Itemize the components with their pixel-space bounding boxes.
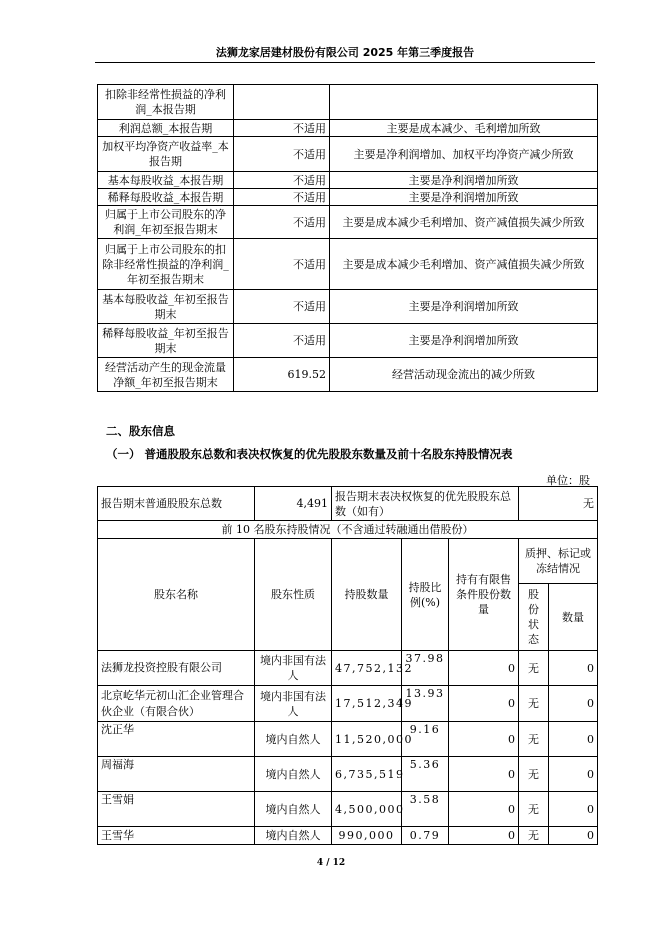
pledge-status: 无 bbox=[519, 722, 549, 757]
table-row bbox=[98, 189, 598, 206]
value-cell: 不适用 bbox=[234, 206, 330, 239]
reason-cell: 主要是净利润增加所致 bbox=[330, 189, 598, 206]
table-row bbox=[98, 120, 598, 137]
item-cell: 稀释每股收益_本报告期 bbox=[98, 189, 234, 206]
shareholder-name: 周福海 bbox=[98, 757, 255, 792]
pledge-status: 无 bbox=[519, 651, 549, 686]
shareholder-name: 王雪华 bbox=[98, 827, 255, 845]
value-cell: 619.52 bbox=[234, 358, 330, 392]
shareholder-nature: 境内自然人 bbox=[255, 792, 332, 827]
pledge-status: 无 bbox=[519, 792, 549, 827]
table-row bbox=[98, 686, 598, 722]
shareholder-shares: 990,000 bbox=[332, 827, 402, 845]
page-number: 4 / 12 bbox=[316, 858, 346, 868]
pledge-qty: 0 bbox=[549, 792, 598, 827]
shareholder-shares: 6,735,519 bbox=[332, 757, 402, 792]
top10-title-row bbox=[98, 521, 598, 539]
shareholder-ratio: 13.93 bbox=[402, 686, 449, 722]
value-cell bbox=[234, 85, 330, 120]
col-header-restricted: 持有有限售条件股份数量 bbox=[449, 539, 519, 651]
shareholder-nature: 境内自然人 bbox=[255, 757, 332, 792]
item-cell: 加权平均净资产收益率_本报告期 bbox=[98, 137, 234, 172]
total-holders-label: 报告期末普通股股东总数 bbox=[98, 487, 255, 521]
shareholder-name: 沈正华 bbox=[98, 722, 255, 757]
table-row bbox=[98, 172, 598, 189]
pref-holders-label: 报告期末表决权恢复的优先股股东总数（如有） bbox=[332, 487, 519, 521]
item-cell: 基本每股收益_本报告期 bbox=[98, 172, 234, 189]
shareholder-shares: 11,520,000 bbox=[332, 722, 402, 757]
unit-label: 单位：股 bbox=[546, 474, 590, 487]
shareholder-name: 北京屹华元初山汇企业管理合伙企业（有限合伙） bbox=[98, 686, 255, 722]
item-cell: 经营活动产生的现金流量净额_年初至报告期末 bbox=[98, 358, 234, 392]
table-row bbox=[98, 358, 598, 392]
value-cell: 不适用 bbox=[234, 172, 330, 189]
item-cell: 扣除非经常性损益的净利润_本报告期 bbox=[98, 85, 234, 120]
table-row bbox=[98, 651, 598, 686]
reason-cell bbox=[330, 85, 598, 120]
value-cell: 不适用 bbox=[234, 290, 330, 324]
shareholder-ratio: 9.16 bbox=[402, 722, 449, 757]
pref-holders-value: 无 bbox=[519, 487, 598, 521]
shareholder-name: 王雪娟 bbox=[98, 792, 255, 827]
shareholder-shares: 4,500,000 bbox=[332, 792, 402, 827]
top10-title: 前 10 名股东持股情况（不含通过转融通出借股份） bbox=[98, 521, 598, 539]
shareholder-nature: 境内非国有法人 bbox=[255, 651, 332, 686]
col-header-shares: 持股数量 bbox=[332, 539, 402, 651]
reason-cell: 主要是成本减少毛利增加、资产减值损失减少所致 bbox=[330, 206, 598, 239]
table-row bbox=[98, 239, 598, 290]
change-reason-table bbox=[97, 84, 598, 392]
value-cell: 不适用 bbox=[234, 189, 330, 206]
total-holders-value: 4,491 bbox=[255, 487, 332, 521]
shareholder-nature: 境内自然人 bbox=[255, 722, 332, 757]
item-cell: 稀释每股收益_年初至报告期末 bbox=[98, 324, 234, 358]
reason-cell: 主要是净利润增加所致 bbox=[330, 172, 598, 189]
table-row bbox=[98, 324, 598, 358]
value-cell: 不适用 bbox=[234, 137, 330, 172]
header-row bbox=[98, 539, 598, 584]
pledge-status: 无 bbox=[519, 827, 549, 845]
reason-cell: 主要是净利润增加、加权平均净资产减少所致 bbox=[330, 137, 598, 172]
item-cell: 归属于上市公司股东的扣除非经常性损益的净利润_年初至报告期末 bbox=[98, 239, 234, 290]
pledge-qty: 0 bbox=[549, 722, 598, 757]
table-row bbox=[98, 137, 598, 172]
subsection-title: （一） 普通股股东总数和表决权恢复的优先股股东数量及前十名股东持股情况表 bbox=[106, 447, 513, 461]
value-cell: 不适用 bbox=[234, 324, 330, 358]
pledge-qty: 0 bbox=[549, 686, 598, 722]
shareholder-nature: 境内非国有法人 bbox=[255, 686, 332, 722]
table-row bbox=[98, 792, 598, 827]
shareholder-table bbox=[97, 486, 598, 845]
col-header-nature: 股东性质 bbox=[255, 539, 332, 651]
shareholder-shares: 17,512,349 bbox=[332, 686, 402, 722]
col-header-pledge-qty: 数量 bbox=[549, 584, 598, 651]
shareholder-ratio: 5.36 bbox=[402, 757, 449, 792]
shareholder-name: 法狮龙投资控股有限公司 bbox=[98, 651, 255, 686]
table-row bbox=[98, 206, 598, 239]
reason-cell: 主要是成本减少、毛利增加所致 bbox=[330, 120, 598, 137]
table-row bbox=[98, 85, 598, 120]
reason-cell: 经营活动现金流出的减少所致 bbox=[330, 358, 598, 392]
header-rule bbox=[95, 62, 595, 63]
item-cell: 归属于上市公司股东的净利润_年初至报告期末 bbox=[98, 206, 234, 239]
shareholder-nature: 境内自然人 bbox=[255, 827, 332, 845]
shareholder-ratio: 37.98 bbox=[402, 651, 449, 686]
restricted-shares: 0 bbox=[449, 827, 519, 845]
value-cell: 不适用 bbox=[234, 120, 330, 137]
item-cell: 利润总额_本报告期 bbox=[98, 120, 234, 137]
reason-cell: 主要是净利润增加所致 bbox=[330, 324, 598, 358]
pledge-qty: 0 bbox=[549, 757, 598, 792]
restricted-shares: 0 bbox=[449, 722, 519, 757]
table-row bbox=[98, 290, 598, 324]
table-row bbox=[98, 757, 598, 792]
shareholder-shares: 47,752,132 bbox=[332, 651, 402, 686]
table-row bbox=[98, 722, 598, 757]
pledge-status: 无 bbox=[519, 757, 549, 792]
page-header: 法狮龙家居建材股份有限公司 2025 年第三季度报告 bbox=[215, 46, 475, 59]
section-title: 二、股东信息 bbox=[106, 424, 175, 438]
col-header-pledge-status: 股份状态 bbox=[519, 584, 549, 651]
restricted-shares: 0 bbox=[449, 651, 519, 686]
col-header-pledge-group: 质押、标记或冻结情况 bbox=[519, 539, 598, 584]
restricted-shares: 0 bbox=[449, 686, 519, 722]
pledge-status: 无 bbox=[519, 686, 549, 722]
shareholder-ratio: 3.58 bbox=[402, 792, 449, 827]
shareholder-ratio: 0.79 bbox=[402, 827, 449, 845]
value-cell: 不适用 bbox=[234, 239, 330, 290]
reason-cell: 主要是净利润增加所致 bbox=[330, 290, 598, 324]
reason-cell: 主要是成本减少毛利增加、资产减值损失减少所致 bbox=[330, 239, 598, 290]
item-cell: 基本每股收益_年初至报告期末 bbox=[98, 290, 234, 324]
pledge-qty: 0 bbox=[549, 651, 598, 686]
restricted-shares: 0 bbox=[449, 757, 519, 792]
table-row bbox=[98, 827, 598, 845]
col-header-ratio: 持股比例(%) bbox=[402, 539, 449, 651]
restricted-shares: 0 bbox=[449, 792, 519, 827]
pledge-qty: 0 bbox=[549, 827, 598, 845]
col-header-name: 股东名称 bbox=[98, 539, 255, 651]
summary-row bbox=[98, 487, 598, 521]
